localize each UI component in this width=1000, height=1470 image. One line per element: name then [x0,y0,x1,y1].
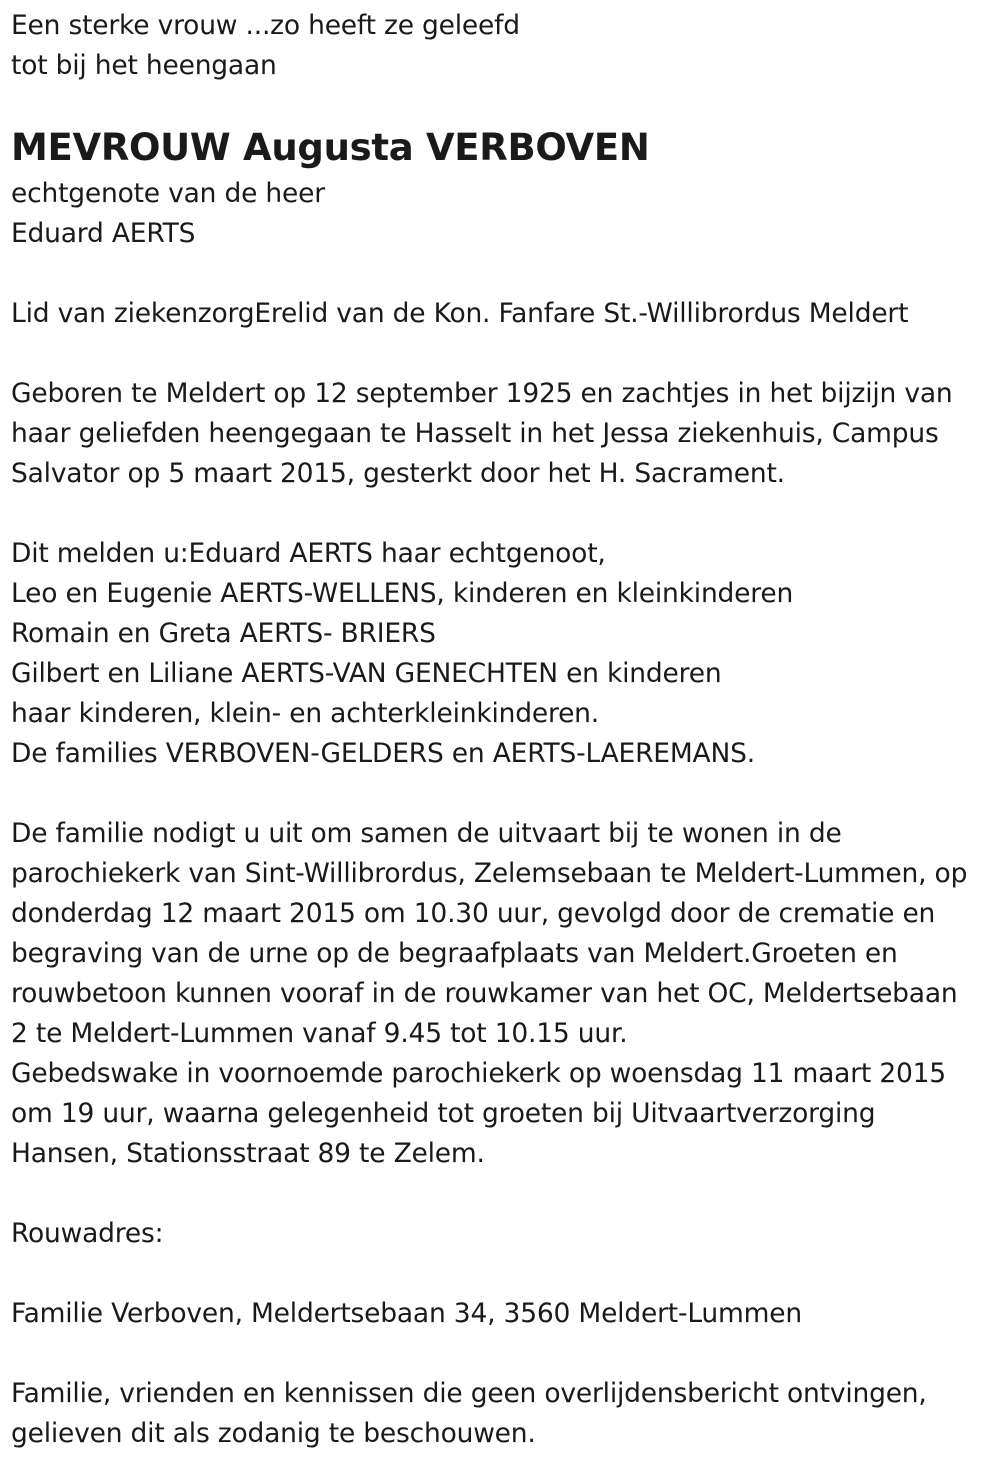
intro-line: Een sterke vrouw ...zo heeft ze geleefd [11,10,520,41]
announcer-line: Leo en Eugenie AERTS-WELLENS, kinderen en kleinkinderen [11,578,794,609]
announcer-line: Gilbert en Liliane AERTS-VAN GENECHTEN en kinderen [11,658,722,689]
address-value: Familie Verboven, Meldertsebaan 34, 3560 Meldert-Lummen [11,1298,802,1329]
announcer-line: Dit melden u:Eduard AERTS haar echtgenoot, [11,538,606,569]
paragraph-line: Gebedswake in voornoemde parochiekerk op woensdag 11 maart 2015 [11,1058,946,1089]
paragraph-line: De familie nodigt u uit om samen de uitvaart bij te wonen in de [11,818,842,849]
paragraph-line: Salvator op 5 maart 2015, gesterkt door het H. Sacrament. [11,458,785,489]
deceased-block [11,122,996,254]
spouse-line: echtgenote van de heer [11,178,325,209]
deceased-name: MEVROUW Augusta VERBOVEN [11,126,650,169]
memberships: Lid van ziekenzorgErelid van de Kon. Fanfare St.-Willibrordus Meldert [11,298,909,329]
spouse-name: Eduard AERTS [11,218,196,249]
paragraph-line: Familie, vrienden en kennissen die geen overlijdensbericht ontvingen, [11,1378,927,1409]
paragraph-line: begraving van de urne op de begraafplaats van Meldert.Groeten en [11,938,898,969]
paragraph-line: haar geliefden heengegaan te Hasselt in het Jessa ziekenhuis, Campus [11,418,939,449]
paragraph-line: 2 te Meldert-Lummen vanaf 9.45 tot 10.15 uur. [11,1018,628,1049]
birth-death-paragraph [11,374,996,494]
announcer-line: De families VERBOVEN-GELDERS en AERTS-LAEREMANS. [11,738,755,769]
paragraph-line: om 19 uur, waarna gelegenheid tot groeten bij Uitvaartverzorging [11,1098,876,1129]
paragraph-line: rouwbetoon kunnen vooraf in de rouwkamer van het OC, Meldertsebaan [11,978,958,1009]
paragraph-line: Hansen, Stationsstraat 89 te Zelem. [11,1138,485,1169]
announcers-list [11,534,996,774]
paragraph-line: parochiekerk van Sint-Willibrordus, Zelemsebaan te Meldert-Lummen, op [11,858,968,889]
paragraph-line: donderdag 12 maart 2015 om 10.30 uur, gevolgd door de crematie en [11,898,936,929]
funeral-paragraph [11,814,996,1174]
closing-paragraph [11,1374,996,1454]
announcer-line: Romain en Greta AERTS- BRIERS [11,618,436,649]
obituary-document [11,0,996,1454]
paragraph-line: gelieven dit als zodanig te beschouwen. [11,1418,536,1449]
paragraph-line: Geboren te Meldert op 12 september 1925 en zachtjes in het bijzijn van [11,378,953,409]
intro-line: tot bij het heengaan [11,50,277,81]
address-label: Rouwadres: [11,1218,164,1249]
intro-quote [11,6,996,86]
announcer-line: haar kinderen, klein- en achterkleinkinderen. [11,698,599,729]
